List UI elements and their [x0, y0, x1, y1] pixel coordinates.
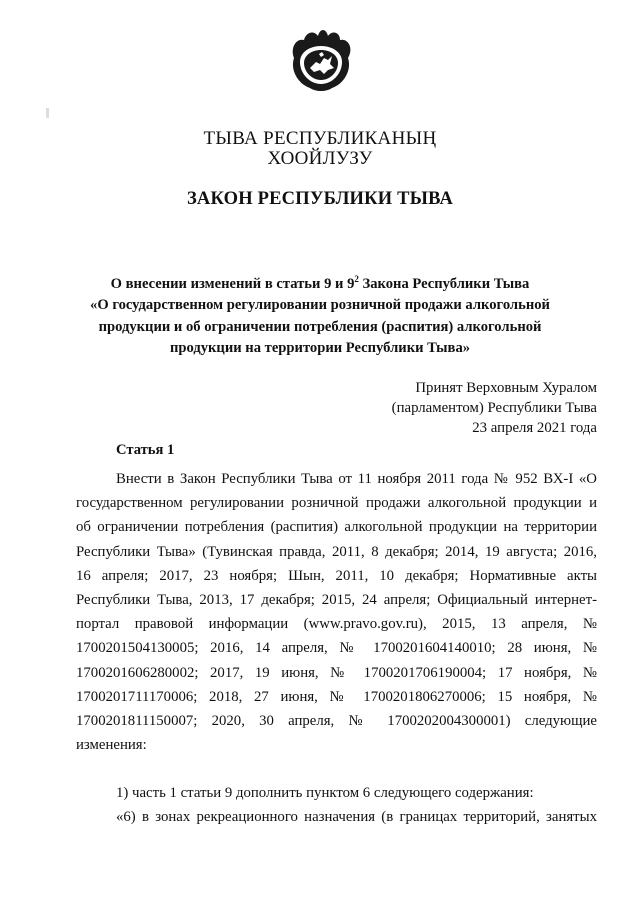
paragraph-line: Республики Тыва, 2013, 17 декабря; 2015, 24 апреля; Официальный интернет- — [76, 591, 597, 608]
org-name-line-1: ТЫВА РЕСПУБЛИКАНЫҢ — [203, 128, 437, 149]
scan-artifact — [46, 108, 49, 118]
article-heading: Статья 1 — [116, 442, 175, 458]
article-paragraph — [76, 467, 597, 757]
subject-line-3: продукции и об ограничении потребления (распития) алкогольной — [98, 318, 542, 335]
subject-line-4: продукции на территории Республики Тыва» — [169, 340, 471, 357]
subject-line-1: О внесении изменений в статьи 9 и $9^2$ Закона Республики Тыва — [110, 274, 530, 292]
adopted-line-1: Принят Верховным Хуралом — [415, 380, 597, 396]
paragraph-line: государственном регулировании розничной продажи алкогольной продукции и — [76, 495, 597, 512]
paragraph-line: об ограничении потребления (распития) алкогольной продукции на территории — [76, 519, 597, 536]
adopted-date: 23 апреля 2021 года — [472, 420, 597, 436]
paragraph-line: портал правовой информации (www.pravo.gov.ru), 2015, 13 апреля, № — [76, 616, 597, 633]
law-subject — [80, 269, 560, 360]
paragraph-line: изменения: — [76, 737, 147, 754]
subject-line-2: «О государственном регулировании розничной продажи алкогольной — [90, 297, 550, 314]
adopted-line-2: (парламентом) Республики Тыва — [391, 400, 597, 416]
paragraph-line: Внести в Закон Республики Тыва от 11 ноября 2011 года № 952 ВХ-I «О — [116, 471, 597, 487]
paragraph-line: «6) в зонах рекреационного назначения (в границах территорий, занятых — [116, 809, 597, 825]
paragraph-line: 1700201606280002; 2017, 19 июня, № 1700201706190004; 17 ноября, № — [76, 664, 597, 681]
coat-of-arms-emblem — [286, 26, 356, 96]
subject-superscript: 2 — [354, 274, 359, 284]
law-title: ЗАКОН РЕСПУБЛИКИ ТЫВА — [186, 189, 454, 209]
adoption-note — [392, 378, 597, 438]
org-name-line-2: ХООЙЛУЗУ — [267, 148, 373, 169]
paragraph-line: 1700201504130005; 2016, 14 апреля, № 1700201604140010; 28 июня, № — [76, 640, 597, 657]
amendment-item-2 — [76, 809, 597, 833]
paragraph-line: 1700201811150007; 2020, 30 апреля, № 1700202004300001) следующие — [76, 712, 597, 729]
paragraph-line: Республики Тыва» (Тувинская правда, 2011, 8 декабря; 2014, 19 августа; 2016, — [76, 543, 597, 560]
amendment-item-1: 1) часть 1 статьи 9 дополнить пунктом 6 следующего содержания: — [116, 785, 534, 801]
paragraph-line: 1700201711170006; 2018, 27 июня, № 1700201806270006; 15 ноября, № — [76, 688, 597, 705]
paragraph-line: 16 апреля; 2017, 23 ноября; Шын, 2011, 10 декабря; Нормативные акты — [76, 567, 597, 584]
